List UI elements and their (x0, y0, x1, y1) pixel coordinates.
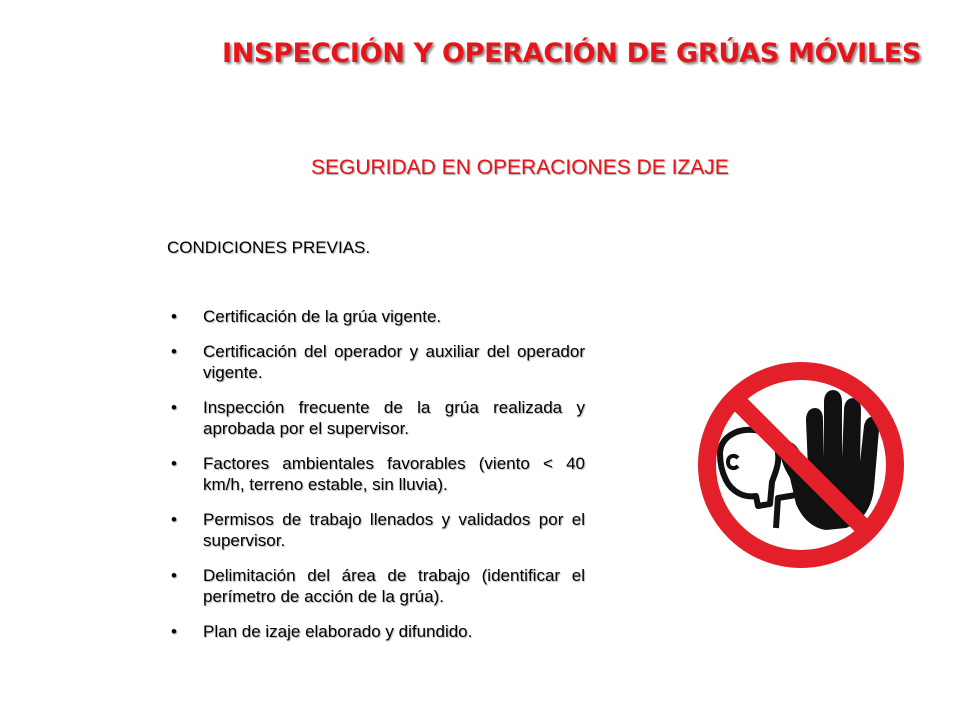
bullet-icon: • (171, 307, 177, 326)
list-item (167, 397, 585, 440)
bullet-icon: • (171, 621, 177, 641)
list-item-text: Permisos de trabajo llenados y validados por el supervisor. (203, 509, 585, 550)
bullet-icon: • (171, 509, 177, 529)
list-item (167, 341, 585, 384)
list-item (167, 453, 585, 496)
list-item-text: Factores ambientales favorables (viento < 40 km/h, terreno estable, sin lluvia). (203, 453, 585, 494)
no-entry-stop-hand-icon (676, 358, 932, 576)
bullet-icon: • (171, 565, 177, 585)
no-entry-sign-graphic (676, 358, 932, 576)
page-subtitle: SEGURIDAD EN OPERACIONES DE IZAJE (311, 156, 729, 179)
list-item (167, 509, 585, 552)
bullet-icon: • (171, 341, 177, 361)
list-item-text: Delimitación del área de trabajo (identificar el perímetro de acción de la grúa). (203, 565, 585, 606)
bullet-icon: • (171, 397, 177, 417)
list-item (167, 306, 585, 328)
bullet-icon: • (171, 453, 177, 473)
page-title: INSPECCIÓN Y OPERACIÓN DE GRÚAS MÓVILES (222, 38, 922, 69)
list-item-text: Certificación de la grúa vigente. (203, 307, 442, 326)
list-item (167, 621, 585, 643)
head-ear (728, 456, 738, 468)
list-item-text: Certificación del operador y auxiliar del operador vigente. (203, 341, 585, 382)
section-heading: CONDICIONES PREVIAS. (167, 238, 371, 257)
conditions-list (167, 306, 585, 655)
list-item-text: Plan de izaje elaborado y difundido. (203, 621, 473, 641)
list-item-text: Inspección frecuente de la grúa realizada y aprobada por el supervisor. (203, 397, 585, 438)
list-item (167, 565, 585, 608)
